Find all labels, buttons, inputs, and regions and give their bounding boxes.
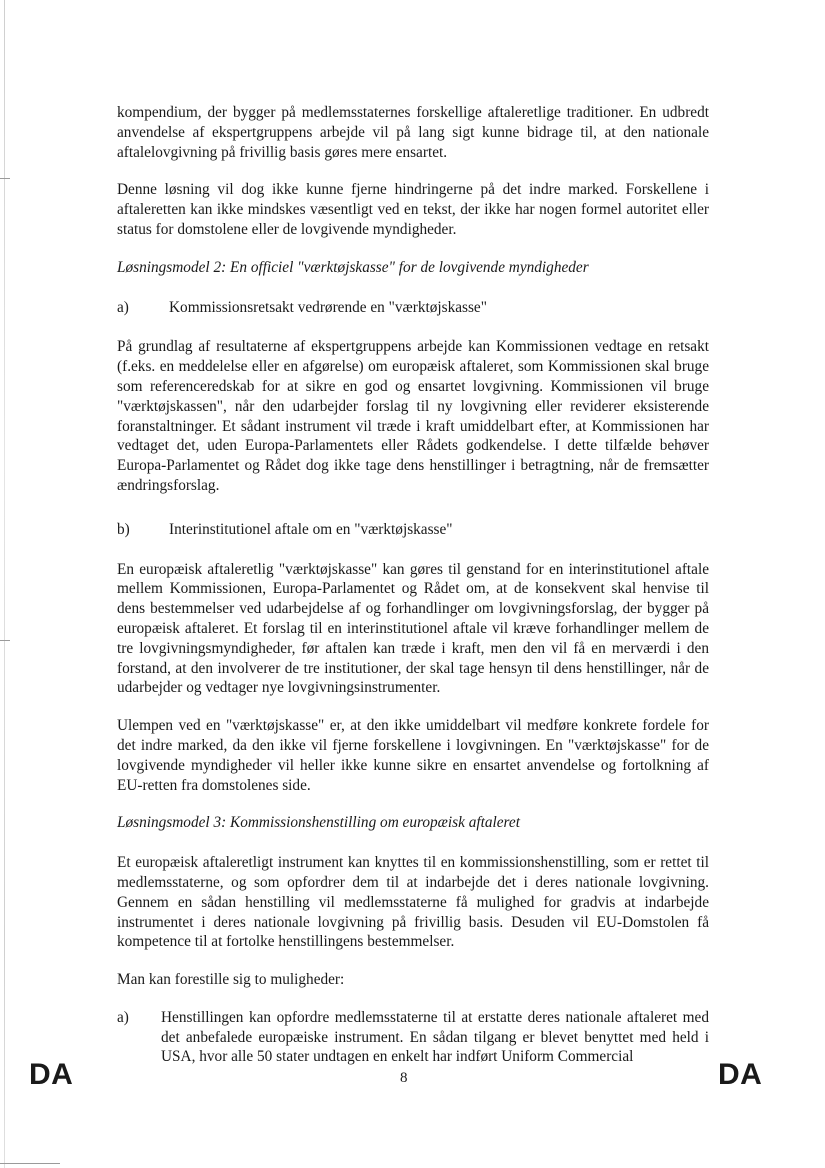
- page-number: 8: [400, 1070, 408, 1086]
- paragraph: Et europæisk aftaleretligt instrument kan knyttes til en kommissionshenstilling, som er rettet til medlemsstaterne, og som opfordrer dem til at indarbejde det i deres nationale lovgivning. Gennem en sådan henstilling vil medlemsstaterne få mulighed for gradvis at indarbejde instrumentet i deres nationale lovgivning på frivillig basis. Desuden vil EU-Domstolen få kompetence til at fortolke henstillingens bestemmelser.: [117, 854, 709, 951]
- scan-mark: [0, 640, 10, 641]
- paragraph: På grundlag af resultaterne af ekspertgruppens arbejde kan Kommissionen vedtage en retsakt (f.eks. en meddelelse eller en afgørelse) om europæisk aftaleret, som Kommissionen skal bruge som referenceredskab for at sikre en god og ensartet lovgivning. Kommissionen vil bruge "værktøjskassen", når den udarbejder forslag til ny lovgivning eller reviderer eksisterende foranstaltninger. Et sådant instrument vil træde i kraft umiddelbart efter, at Kommissionen har vedtaget det, uden Europa-Parlamentets eller Rådets godkendelse. I dette tilfælde behøver Europa-Parlamentet og Rådet dog ikke tage dens henstillinger i betragtning, når de fremsætter ændringsforslag.: [117, 338, 709, 494]
- scan-edge: [4, 0, 5, 1168]
- paragraph: En europæisk aftaleretlig "værktøjskasse" kan gøres til genstand for en interinstitutionel aftale mellem Kommissionen, Europa-Parlamentet og Rådet om, at de konsekvent skal henvise til dens bestemmelser ved udarbejdelse af og forhandlinger om lovgivningsforslag, der bygger på europæisk aftaleret. Et forslag til en interinstitutionel aftale vil kræve forhandlinger mellem de tre lovgivningsmyndigheder, før aftalen kan træde i kraft, men den vil få en merværdi i den forstand, at den involverer de tre institutioner, der skal tage hensyn til dens henstillinger, når de udarbejder og vedtager nye lovgivningsinstrumenter.: [117, 560, 709, 697]
- item-label: b): [117, 520, 130, 538]
- list-item-heading: [117, 520, 709, 540]
- item-label: a): [117, 1008, 129, 1026]
- item-title: Interinstitutionel aftale om en "værktøjskasse": [169, 520, 453, 538]
- language-code-left: DA: [29, 1058, 74, 1091]
- list-item: [117, 1008, 709, 1067]
- paragraph: Denne løsning vil dog ikke kunne fjerne hindringerne på det indre marked. Forskellene i aftaleretten kan ikke mindskes væsentligt ved en tekst, der ikke har nogen formel autoritet eller status for domstolene eller de lovgivende myndigheder.: [117, 181, 709, 238]
- item-label: a): [117, 298, 129, 316]
- paragraph: Man kan forestille sig to muligheder:: [117, 971, 345, 989]
- paragraph: Ulempen ved en "værktøjskasse" er, at den ikke umiddelbart vil medføre konkrete fordele for det indre marked, da den ikke vil fjerne forskellene i lovgivningen. En "værktøjskasse" for de lovgivende myndigheder vil heller ikke kunne sikre en ensartet anvendelse og fortolkning af EU-retten fra domstolenes side.: [117, 717, 709, 794]
- language-code-right: DA: [718, 1058, 763, 1091]
- section-heading: Løsningsmodel 3: Kommissionshenstilling om europæisk aftaleret: [117, 814, 520, 832]
- scan-mark: [0, 178, 10, 179]
- list-item-heading: [117, 298, 709, 318]
- item-title: Kommissionsretsakt vedrørende en "værktøjskasse": [169, 298, 487, 316]
- item-text: Henstillingen kan opfordre medlemsstaterne til at erstatte deres nationale aftaleret med det anbefalede europæiske instrument. En sådan tilgang er blevet benyttet med held i USA, hvor alle 50 stater undtagen en enkelt har indført Uniform Commercial: [161, 1008, 709, 1066]
- paragraph: kompendium, der bygger på medlemsstaternes forskellige aftaleretlige traditioner. En udbredt anvendelse af ekspertgruppens arbejde vil på lang sigt kunne bidrage til, at den nationale aftalelovgivning på frivillig basis gøres mere ensartet.: [117, 104, 709, 161]
- section-heading: Løsningsmodel 2: En officiel "værktøjskasse" for de lovgivende myndigheder: [117, 258, 589, 276]
- scan-mark: [0, 1163, 60, 1164]
- document-body: [117, 103, 709, 1067]
